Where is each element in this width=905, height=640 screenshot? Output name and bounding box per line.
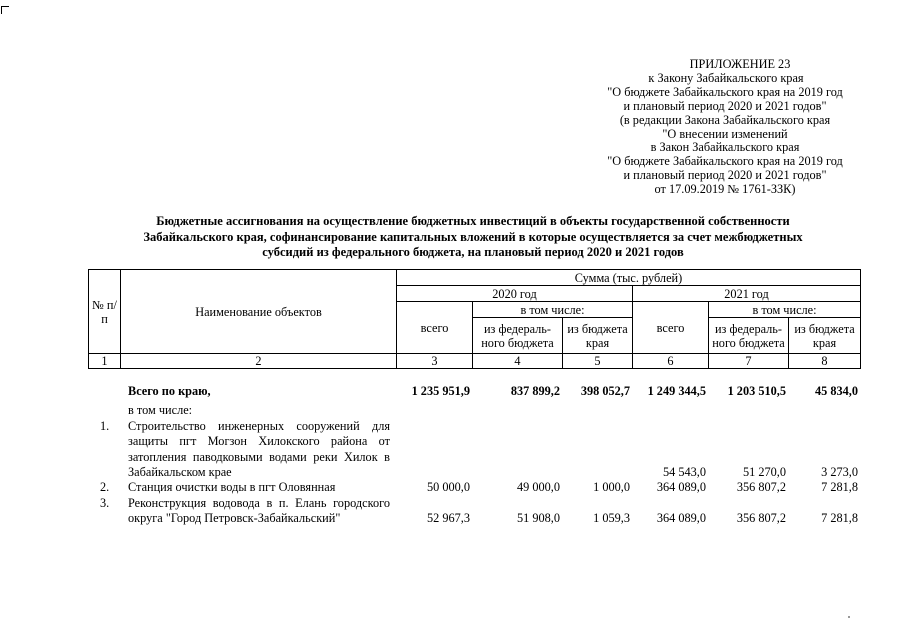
- page-corner-mark: [1, 6, 9, 14]
- colnum: 8: [789, 354, 861, 369]
- colnum: 7: [709, 354, 789, 369]
- fed-2021: 1 203 510,5: [727, 384, 786, 398]
- including-label: в том числе:: [128, 403, 193, 418]
- fed-2020: 49 000,0: [516, 480, 560, 495]
- header-regional-2021: из бюджета края: [789, 318, 861, 354]
- reg-2020: [562, 419, 632, 481]
- appendix-line: и плановый период 2020 и 2021 годов": [623, 168, 827, 183]
- header-sum: Сумма (тыс. рублей): [397, 270, 861, 286]
- row-num: 3.: [100, 495, 110, 510]
- table-row-total: [88, 384, 860, 399]
- header-federal-2021: из федераль-ного бюджета: [709, 318, 789, 354]
- appendix-line: и плановый период 2020 и 2021 годов": [623, 98, 827, 113]
- table-row: [88, 419, 860, 481]
- reg-2020: 1 000,0: [593, 480, 630, 495]
- reg-2020: 398 052,7: [580, 384, 630, 398]
- fed-2021: 356 807,2: [736, 480, 786, 495]
- header-including-2020: в том числе:: [473, 302, 633, 318]
- total-2020: 52 967,3: [426, 511, 470, 526]
- appendix-line: "О бюджете Забайкальского края на 2019 год: [607, 84, 843, 99]
- appendix-header: [560, 58, 890, 197]
- header-year-2021: 2021 год: [633, 286, 861, 302]
- table-body: [88, 384, 860, 527]
- row-name: Реконструкция водовода в п. Елань городского округа "Город Петровск-Забайкальский": [128, 495, 390, 526]
- colnum: 4: [473, 354, 563, 369]
- header-federal-2020: из федераль-ного бюджета: [473, 318, 563, 354]
- title-line: субсидий из федерального бюджета, на плановый период 2020 и 2021 годов: [262, 245, 684, 260]
- total-2021: 1 249 344,5: [647, 384, 706, 398]
- title-line: Забайкальского края, софинансирование капитальных вложений в которые осуществляется за счет межбюджетных: [143, 229, 803, 244]
- appendix-line: ПРИЛОЖЕНИЕ 23: [689, 57, 791, 71]
- title-line: Бюджетные ассигнования на осуществление бюджетных инвестиций в объекты государственной собственности: [156, 214, 790, 228]
- colnum: 6: [633, 354, 709, 369]
- total-2020: 1 235 951,9: [411, 384, 470, 399]
- table-header: [88, 269, 861, 369]
- appendix-line: "О бюджете Забайкальского края на 2019 год: [607, 154, 843, 169]
- row-name: Станция очистки воды в пгт Оловянная: [128, 480, 336, 495]
- colnum: 5: [563, 354, 633, 369]
- header-name: Наименование объектов: [121, 270, 397, 354]
- appendix-line: к Закону Забайкальского края: [648, 70, 804, 85]
- colnum: 3: [397, 354, 473, 369]
- scan-dot: [848, 616, 850, 618]
- fed-2020: 51 908,0: [516, 511, 560, 526]
- reg-2021: 7 281,8: [821, 480, 858, 495]
- header-regional-2020: из бюджета края: [563, 318, 633, 354]
- row-num: 2.: [100, 480, 110, 495]
- total-label: Всего по краю,: [128, 384, 211, 398]
- appendix-line: в Закон Забайкальского края: [650, 140, 800, 155]
- row-name: Строительство инженерных сооружений для защиты пгт Могзон Хилокского района от затопления паводковыми водами реки Хилок в Забайкальском крае: [128, 418, 390, 480]
- table-row: [88, 480, 860, 495]
- reg-2021: 7 281,8: [821, 511, 858, 526]
- reg-2021: 45 834,0: [814, 384, 858, 398]
- appendix-line: "О внесении изменений: [662, 126, 788, 141]
- reg-2020: 1 059,3: [593, 511, 630, 526]
- total-2021: 364 089,0: [656, 480, 706, 495]
- header-total-2020: всего: [397, 302, 473, 354]
- total-2020: [396, 419, 472, 481]
- row-num: 1.: [100, 418, 110, 433]
- appendix-line: от 17.09.2019 № 1761-ЗЗК): [654, 182, 796, 197]
- colnum: 2: [121, 354, 397, 369]
- total-2020: 50 000,0: [426, 480, 470, 495]
- header-total-2021: всего: [633, 302, 709, 354]
- table-row-including: [88, 399, 860, 418]
- header-num: № п/п: [89, 270, 121, 354]
- total-2021: 364 089,0: [656, 511, 706, 526]
- table-row: [88, 496, 860, 527]
- fed-2020: 837 899,2: [510, 384, 560, 398]
- total-2021: 54 543,0: [662, 465, 706, 480]
- fed-2021: 51 270,0: [742, 465, 786, 480]
- colnum: 1: [89, 354, 121, 369]
- header-including-2021: в том числе:: [709, 302, 861, 318]
- appendix-line: (в редакции Закона Забайкальского края: [619, 112, 831, 127]
- document-title: [88, 214, 858, 261]
- fed-2021: 356 807,2: [736, 511, 786, 526]
- header-year-2020: 2020 год: [397, 286, 633, 302]
- fed-2020: [472, 419, 562, 481]
- reg-2021: 3 273,0: [821, 465, 858, 480]
